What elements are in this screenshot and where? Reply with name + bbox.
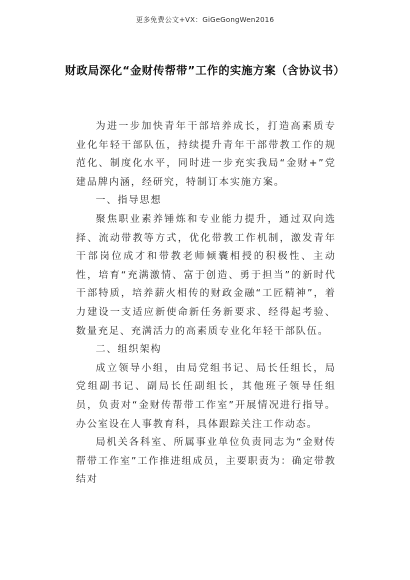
guiding-ideology-paragraph: 聚焦职业素养锤炼和专业能力提升，通过双向选择、流动带教等方式，优化带教工作机制，激发青年干部岗位成才和带教老师倾囊相授的积极性、主动性，培育“充满激情、富于创造、勇于担当”的新时代干部特质，培养薪火相传的财政金融“工匠精神”，着力建设一支适应新使命新任务新要求、经得起考验、数量充足、充满活力的高素质专业化年轻干部队伍。 xyxy=(76,213,336,337)
section-heading-organization: 二、组织架构 xyxy=(95,344,162,356)
intro-paragraph: 为进一步加快青年干部培养成长，打造高素质专业化年轻干部队伍，持续提升青年干部带教工作的规范化、制度化水平，同时进一步充实我局“金财+”党建品牌内涵，经研究，特制订本实施方案。 xyxy=(76,121,336,188)
organization-paragraph-2: 局机关各科室、所属事业单位负责同志为“金财传帮带工作室”工作推进组成员，主要职责为：确定带教结对 xyxy=(76,437,336,486)
organization-paragraph-1: 成立领导小组，由局党组书记、局长任组长，局党组副书记、副局长任副组长，其他班子领导任组员，负责对“金财传帮带工作室”开展情况进行指导。办公室设在人事教育科，具体跟踪关注工作动态。 xyxy=(76,362,336,430)
document-body xyxy=(76,118,336,490)
header-watermark: 更多免费公文+VX：GiGeGongWen2016 xyxy=(135,16,275,24)
document-title: 财政局深化“金财传帮带”工作的实施方案（含协议书） xyxy=(65,64,345,77)
section-heading-guiding-ideology: 一、指导思想 xyxy=(95,195,162,207)
